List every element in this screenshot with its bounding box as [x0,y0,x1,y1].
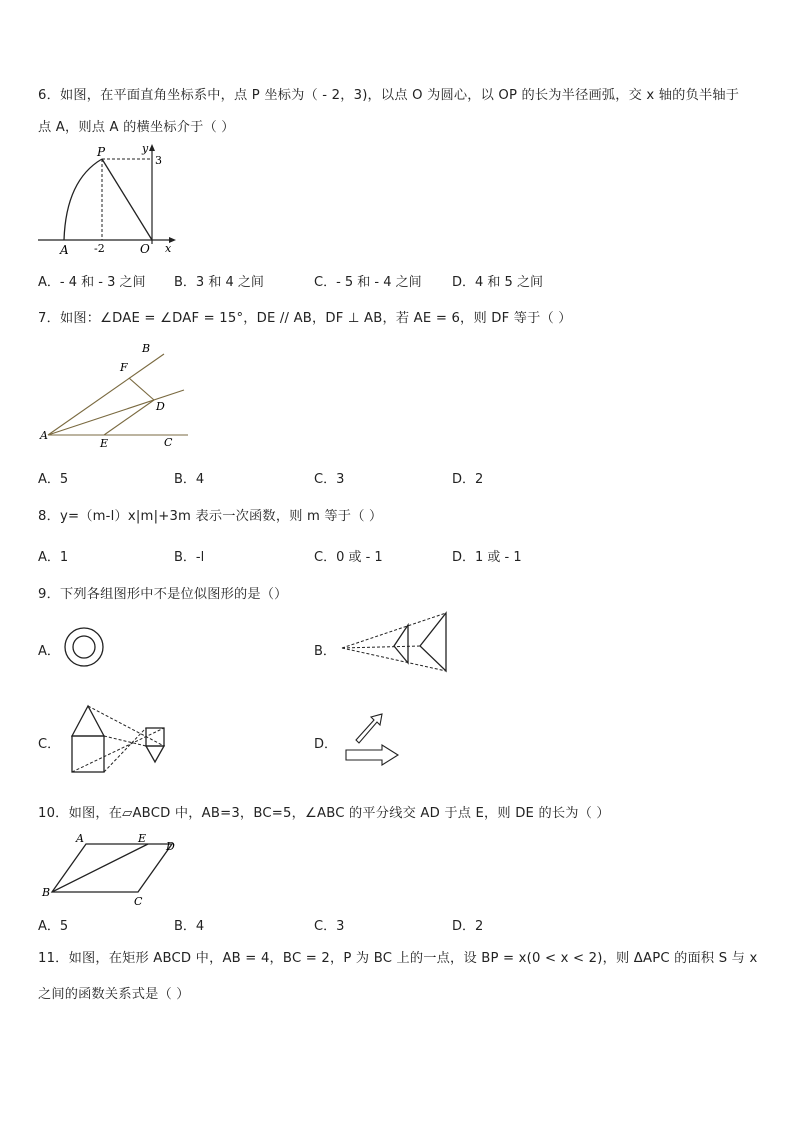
q9-figure-b-triangles [336,608,450,676]
q9-c-small-roof [146,746,164,762]
q7-label-c: C [164,436,173,449]
q9-option-c[interactable]: C． [38,737,61,752]
q8-option-d[interactable]: D．1 或 - 1 [452,550,522,565]
q9-figure-a-concentric-circles [62,622,106,672]
q7-angle-figure [36,340,196,452]
q7-line-df [129,378,154,400]
q9-c-large-body [72,736,104,772]
q6-option-a[interactable]: A．- 4 和 - 3 之间 [38,275,146,290]
q7-label-e: E [100,437,109,450]
q6-option-b[interactable]: B．3 和 4 之间 [174,275,264,290]
q9-option-d[interactable]: D． [314,737,338,752]
q10-option-b[interactable]: B．4 [174,919,205,934]
q7-stem: 7．如图：∠DAE = ∠DAF = 15°，DE // AB，DF ⊥ AB，若 AE = 6，则 DF 等于（ ） [38,311,572,326]
q8-option-b[interactable]: B．-l [174,550,205,565]
q7-line-de [104,400,154,435]
q7-line-ab [48,354,164,435]
q9-c-ray-4 [72,728,164,772]
q9-option-a[interactable]: A． [38,644,60,659]
q6-stem-line2: 点 A，则点 A 的横坐标介于（ ） [38,120,235,135]
q9-c-ray-3 [104,728,146,772]
q9-c-ray-2 [104,736,146,746]
q9-c-small-body [146,728,164,746]
q10-label-e: E [138,832,147,845]
q9-stem: 9．下列各组图形中不是位似图形的是（） [38,587,288,602]
q6-y-arrow [149,144,155,151]
q10-parallelogram-figure [36,830,186,910]
q11-stem-line2: 之间的函数关系式是（ ） [38,987,190,1002]
q10-label-a: A [76,832,84,845]
q6-label-3: 3 [155,154,162,167]
q7-option-a[interactable]: A．5 [38,472,69,487]
q6-label-p: P [97,145,106,159]
q6-label-neg2: -2 [94,242,105,255]
q9-b-large-triangle [420,613,446,671]
q10-label-d: D [166,840,175,853]
q10-label-b: B [42,886,51,899]
q6-option-c[interactable]: C．- 5 和 - 4 之间 [314,275,422,290]
q9-b-ray-bottom [342,648,446,671]
q10-label-c: C [134,895,143,908]
q6-stem-line1: 6．如图，在平面直角坐标系中，点 P 坐标为（ - 2，3)，以点 O 为圆心，以 OP 的长为半径画弧，交 x 轴的负半轴于 [38,88,740,103]
q11-stem-line1: 11．如图，在矩形 ABCD 中，AB = 4，BC = 2，P 为 BC 上的一点，设 BP = x(0 < x < 2)，则 ΔAPC 的面积 S 与 x [38,951,758,966]
q9-c-large-roof [72,706,104,736]
q6-label-a: A [60,243,69,257]
q9-a-outer-circle [65,628,103,666]
q9-b-ray-top [342,613,446,648]
q6-label-x: x [165,242,172,255]
q7-label-f: F [120,361,128,374]
q9-figure-d-arrows [340,710,402,768]
q6-label-o: O [140,242,150,256]
q6-option-d[interactable]: D．4 和 5 之间 [452,275,543,290]
q9-option-b[interactable]: B． [314,644,336,659]
q9-b-small-triangle [394,625,408,663]
q6-label-y: y [142,142,149,155]
q7-label-d: D [156,400,165,413]
q7-label-a: A [40,429,48,442]
q6-arc [64,159,102,240]
q7-label-b: B [142,342,151,355]
q10-option-c[interactable]: C．3 [314,919,345,934]
q10-bisector-be [52,844,148,892]
q8-option-a[interactable]: A．1 [38,550,69,565]
q9-a-inner-circle [73,636,95,658]
q10-option-a[interactable]: A．5 [38,919,69,934]
q9-figure-c-houses [66,700,176,780]
q7-option-c[interactable]: C．3 [314,472,345,487]
q10-parallelogram [52,844,172,892]
q9-d-small-arrow [356,714,382,743]
q6-segment-op [102,159,152,240]
q7-option-b[interactable]: B．4 [174,472,205,487]
q8-stem: 8．y=（m-l）x|m|+3m 表示一次函数，则 m 等于（ ） [38,509,383,524]
q7-option-d[interactable]: D．2 [452,472,484,487]
q9-d-large-arrow [346,745,398,765]
q8-option-c[interactable]: C．0 或 - 1 [314,550,383,565]
q6-coordinate-figure [36,140,186,258]
q10-option-d[interactable]: D．2 [452,919,484,934]
q10-stem: 10．如图，在▱ABCD 中，AB=3，BC=5，∠ABC 的平分线交 AD 于点 E，则 DE 的长为（ ） [38,806,610,821]
